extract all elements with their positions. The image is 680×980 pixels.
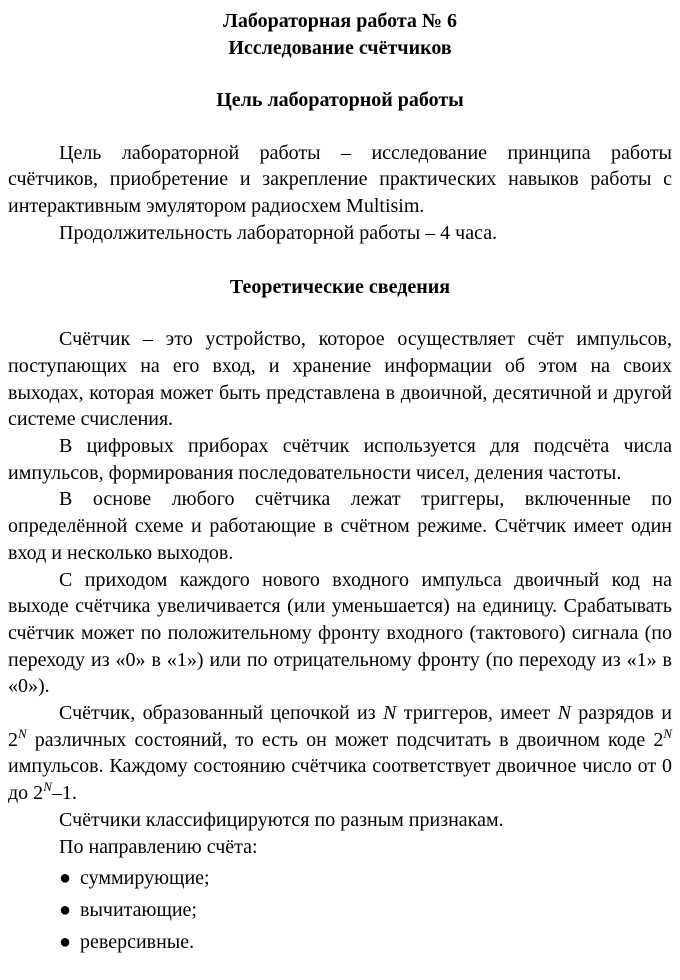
states-text-5: импульсов. Каждому состоянию счётчика соответствует двоичное число от 0 до 2 <box>8 755 672 805</box>
list-item <box>8 865 672 892</box>
bullet-icon: ● <box>59 898 72 921</box>
document-page <box>8 8 672 955</box>
lab-subtitle: Исследование счётчиков <box>228 37 452 59</box>
goal-paragraph: Цель лабораторной работы – исследование принципа работы счётчиков, приобретение и закрепление практических навыков работы с интерактивным эмулятором радиосхем Multisim. <box>8 141 672 218</box>
theory-paragraph-pulses: С приходом каждого нового входного импульса двоичный код на выходе счётчика увеличивается (или уменьшается) на единицу. Срабатывать счётчик может по положительному фронту входного (тактового) сигнала (по переходу из «0» в «1») или по отрицательному фронту (по переходу из «1» в «0»). <box>8 568 672 698</box>
counter-types-list <box>8 865 672 955</box>
theory-paragraph-direction: По направлению счёта: <box>59 835 258 858</box>
goal-heading: Цель лабораторной работы <box>216 89 464 111</box>
states-var-n2: N <box>557 702 571 725</box>
list-item-text: вычитающие; <box>80 898 197 921</box>
states-text-6: –1. <box>51 782 77 805</box>
states-text-3: разрядов и 2 <box>8 702 672 751</box>
duration-paragraph: Продолжительность лабораторной работы – 4 часа. <box>59 221 498 244</box>
lab-title: Лабораторная работа № 6 <box>222 10 458 32</box>
list-item <box>8 929 672 956</box>
theory-heading: Теоретические сведения <box>229 275 451 298</box>
list-item-text: реверсивные. <box>80 930 195 953</box>
states-text-4: различных состояний, то есть он может подсчитать в двоичном коде 2 <box>26 728 664 751</box>
theory-paragraph-usage: В цифровых приборах счётчик используется для подсчёта числа импульсов, формирования последовательности чисел, деления частоты. <box>8 435 672 484</box>
states-exponent-1: N <box>18 725 27 741</box>
states-text-1: Счётчик, образованный цепочкой из <box>59 702 384 725</box>
theory-paragraph-classification: Счётчики классифицируются по разным признакам. <box>59 808 504 831</box>
theory-paragraph-states <box>8 700 672 807</box>
theory-paragraph-triggers: В основе любого счётчика лежат триггеры, включенные по определённой схеме и работающие в счётном режиме. Счётчик имеет один вход и несколько выходов. <box>8 488 672 564</box>
list-item-text: суммирующие; <box>80 867 210 890</box>
states-var-n1: N <box>383 702 397 725</box>
states-exponent-2: N <box>663 725 672 741</box>
states-text-2: триггеров, имеет <box>396 702 558 725</box>
bullet-icon: ● <box>59 930 72 953</box>
states-exponent-3: N <box>43 779 52 795</box>
theory-paragraph-definition: Счётчик – это устройство, которое осуществляет счёт импульсов, поступающих на его вход, и хранение информации об этом на своих выходах, которая может быть представлена в двоичной, десятичной и другой системе счисления. <box>8 328 672 431</box>
bullet-icon: ● <box>59 867 72 890</box>
list-item <box>8 897 672 924</box>
